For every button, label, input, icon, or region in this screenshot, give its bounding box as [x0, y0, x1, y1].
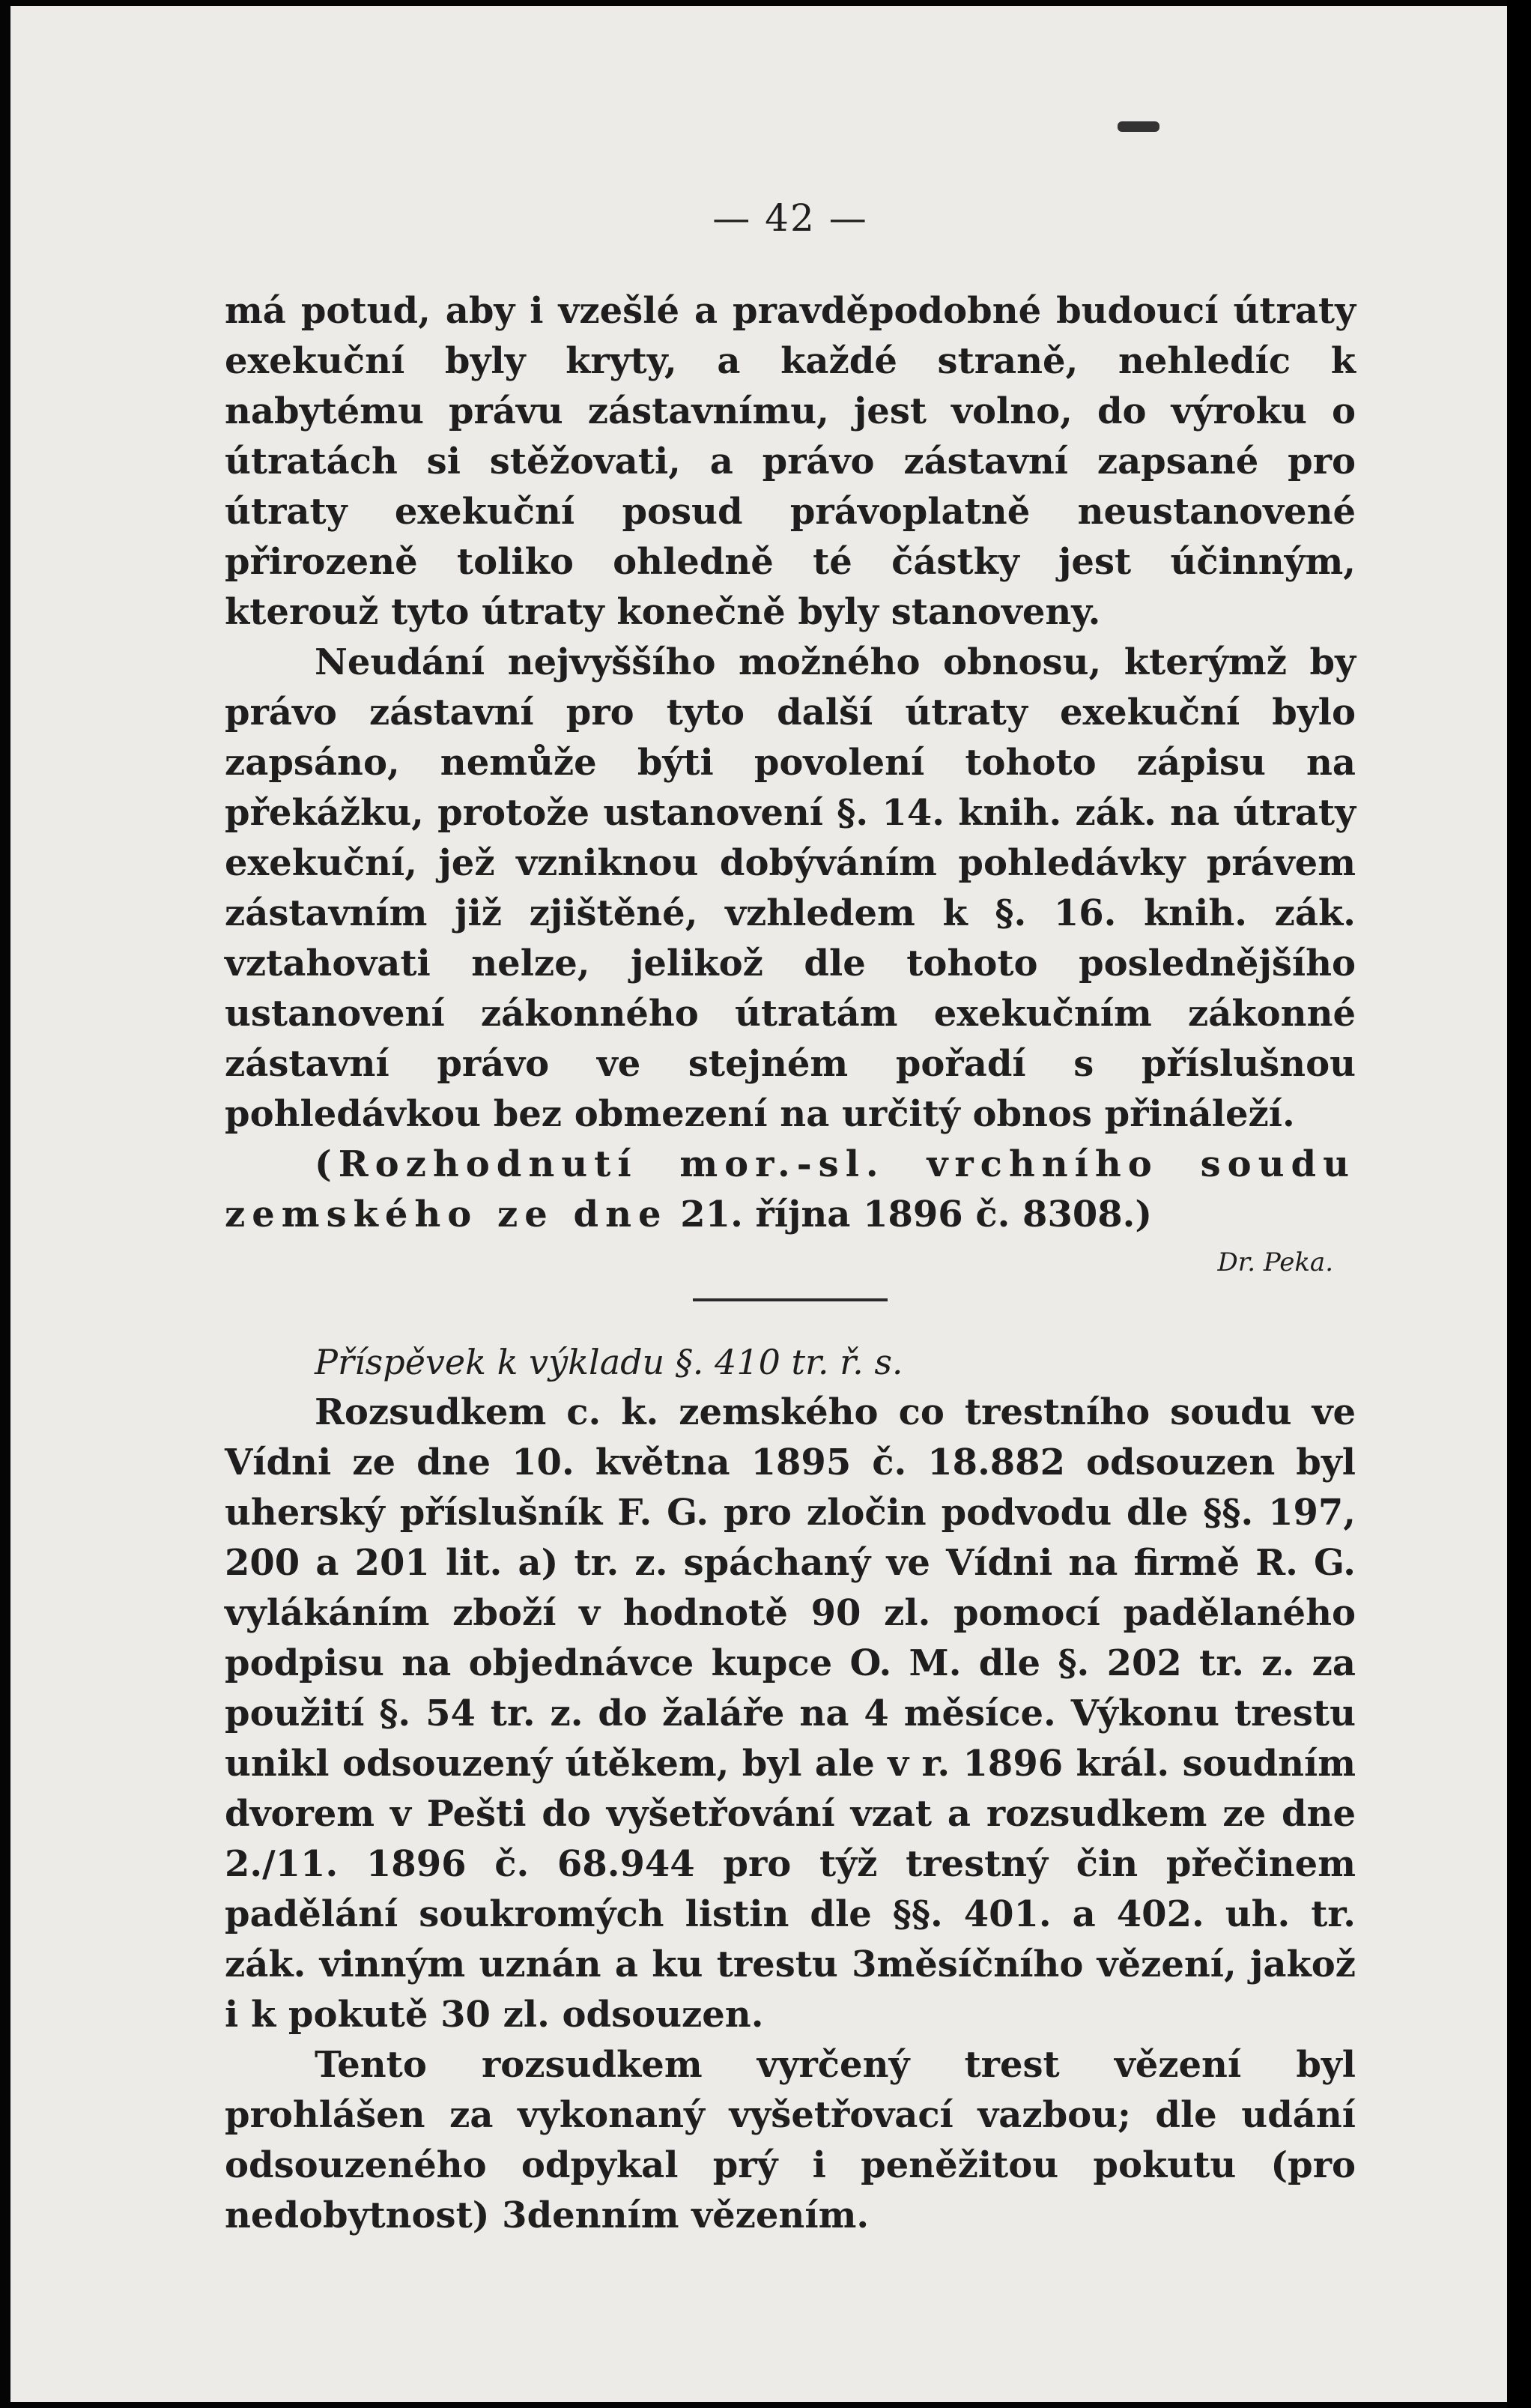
document-body — [225, 286, 1356, 2241]
ink-blot — [1118, 121, 1159, 132]
scan-border — [1507, 0, 1531, 2408]
page-number: — 42 — — [712, 196, 868, 240]
section-paragraph-1: Rozsudkem c. k. zemského co trestního soudu ve Vídni ze dne 10. května 1895 č. 18.882 odsouzen byl uherský příslušník F. G. pro zločin podvodu dle §§. 197, 200 a 201 lit. a) tr. z. spáchaný ve Vídni na firmě R. G. vylákáním zboží v hodnotě 90 zl. pomocí padělaného podpisu na objednávce kupce O. M. dle §. 202 tr. z. za použití §. 54 tr. z. do žaláře na 4 měsíce. Výkonu trestu unikl odsouzený útěkem, byl ale v r. 1896 král. soudním dvorem v Pešti do vyšetřování vzat a rozsudkem ze dne 2./11. 1896 č. 68.944 pro týž trestný čin přečinem padělání soukromých listin dle §§. 401. a 402. uh. tr. zák. vinným uznán a ku trestu 3měsíčního vězení, jakož i k pokutě 30 zl. odsouzen. — [225, 1391, 1356, 2036]
decision-date: 21. října 1896 č. 8308.) — [680, 1194, 1153, 1235]
court-decision-citation — [225, 1140, 1356, 1240]
section-paragraph-2: Tento rozsudkem vyrčený trest vězení byl prohlášen za vykonaný vyšetřovací vazbou; dle udání odsouzeného odpykal prý i peněžitou pokutu (pro nedobytnost) 3denním vězením. — [225, 2044, 1356, 2236]
section-title: Příspěvek k výkladu §. 410 tr. ř. s. — [315, 1342, 903, 1382]
section-divider — [693, 1298, 888, 1301]
paragraph-1: má potud, aby i vzešlé a pravděpodobné budoucí útraty exekuční byly kryty, a každé straně, nehledíc k nabytému právu zástavnímu, jest volno, do výroku o útratách si stěžovati, a právo zástavní zapsané pro útraty exekuční posud právoplatně neustanovené přirozeně toliko ohledně té částky jest účinným, kterouž tyto útraty konečně byly stanoveny. — [225, 290, 1356, 633]
paragraph-2: Neudání nejvyššího možného obnosu, kterýmž by právo zástavní pro tyto další útraty exekuční bylo zapsáno, nemůže býti povolení tohoto zápisu na překážku, protože ustanovení §. 14. knih. zák. na útraty exekuční, jež vzniknou dobýváním pohledávky právem zástavním již zjištěné, vzhledem k §. 16. knih. zák. vztahovati nelze, jelikož dle tohoto poslednějšího ustanovení zákonného útratám exekučním zákonné zástavní právo ve stejném pořadí s příslušnou pohledávkou bez obmezení na určitý obnos přináleží. — [225, 641, 1356, 1135]
decision-spaced-text: (Rozhodnutí mor.-sl. vrchního soudu zemského ze dne — [225, 1143, 1356, 1235]
author-signature: Dr. Peka. — [1217, 1247, 1333, 1277]
